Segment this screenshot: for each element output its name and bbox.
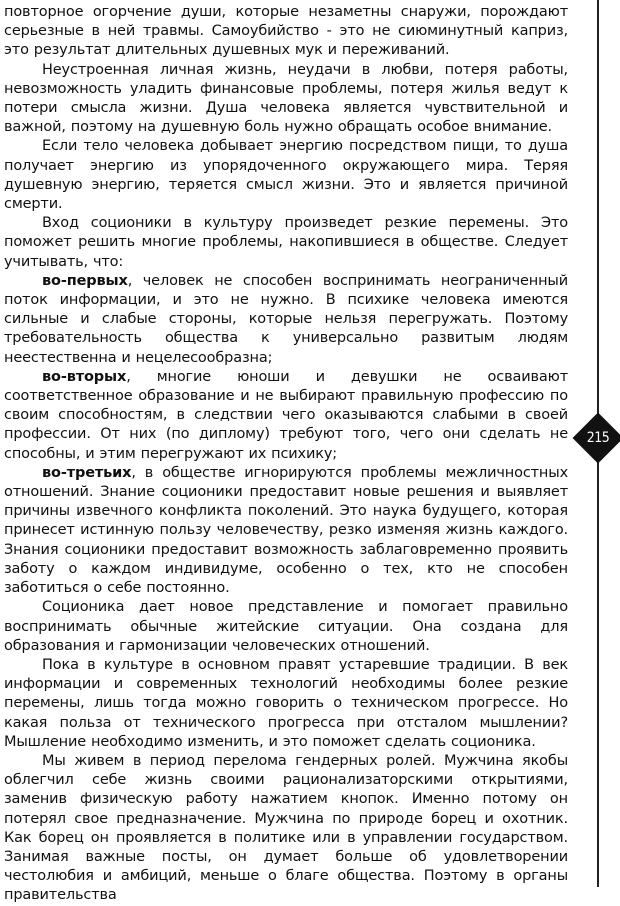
paragraph-text: Пока в культуре в основном правят устаревшие традиции. В век информации и современных технологий необходимы более резкие перемены, лишь тогда можно говорить о техническом прогрессе. Но какая польза от технического прогресса при отсталом мышлении? Мышление необходимо изменить, и это поможет сделать соционика. <box>4 656 568 750</box>
paragraph-text: Если тело человека добывает энергию посредством пищи, то душа получает энергию из упорядоченного окружающего мира. Теряя душевную энергию, теряется смысл жизни. Это и является причиной смерти. <box>4 138 568 213</box>
paragraph-2 <box>4 137 568 214</box>
paragraph-text: Неустроенная личная жизнь, неудачи в любви, потеря работы, невозможность уладить финансовые проблемы, потеря жилья ведут к потери смысла жизни. Душа человека является чувствительной и важной, поэтому на душевную боль нужно обращать особое внимание. <box>4 61 568 136</box>
paragraph-text: Соционика дает новое представление и помогает правильно воспринимать обычные житейские ситуации. Она создана для образования и гармонизации человеческих отношений. <box>4 599 568 654</box>
list-lead-second: во-вторых <box>42 368 127 385</box>
body-text <box>4 3 568 906</box>
paragraph-5 <box>4 368 568 464</box>
paragraph-9 <box>4 752 568 906</box>
page-number-badge <box>573 413 620 463</box>
list-lead-third: во-третьих <box>42 464 132 481</box>
paragraph-0 <box>4 3 568 61</box>
list-lead-first: во-первых <box>42 272 128 289</box>
paragraph-3 <box>4 214 568 272</box>
paragraph-text: , многие юноши и девушки не осваивают соответственное образование и не выбирают правильную профессию по своим способностям, в следствии чего оказываются слабыми в своей профессии. От них (по диплому) требуют того, чего они сделать не способны, и этим перегружают их психику; <box>4 368 568 462</box>
paragraph-1 <box>4 61 568 138</box>
page-number: 215 <box>586 430 610 446</box>
paragraph-text: Вход соционики в культуру произведет резкие перемены. Это поможет решить многие проблемы, накопившиеся в обществе. Следует учитывать, что: <box>4 215 568 270</box>
paragraph-7 <box>4 598 568 656</box>
paragraph-8 <box>4 656 568 752</box>
paragraph-text: , человек не способен воспринимать неограниченный поток информации, и это не нужно. В психике человека имеются сильные и слабые стороны, которые нельзя перегружать. Поэтому требовательность общества к универсально развитым людям неестественна и нецелесообразна; <box>4 272 568 366</box>
paragraph-text: повторное огорчение души, которые незаметны снаружи, порождают серьезные в ней травмы. Самоубийство - это не сиюминутный каприз, это результат длительных душевных мук и переживаний. <box>4 4 568 59</box>
paragraph-text: , в обществе игнорируются проблемы межличностных отношений. Знание соционики предоставит новые решения и выявляет причины извечного конфликта поколений. Это наука будущего, которая принесет истинную пользу человечеству, резко изменяя жизнь каждого. Знания соционики предоставит возможность заблаговременно проявить заботу о каждом индивидуме, особенно о тех, кто не способен заботиться о себе постоянно. <box>4 464 568 597</box>
paragraph-4 <box>4 272 568 368</box>
paragraph-6 <box>4 464 568 598</box>
paragraph-text: Мы живем в период перелома гендерных ролей. Мужчина якобы облегчил себе жизнь своими рационализаторскими открытиями, заменив физическую работу нажатием кнопок. Именно потому он потерял свое предназначение. Мужчина по природе борец и охотник. Как борец он проявляется в политике или в управлении государством. Занимая важные посты, он думает больше об удовлетворении честолюбия и амбиций, меньше о благе общества. Поэтому в органы правительства <box>4 752 568 904</box>
